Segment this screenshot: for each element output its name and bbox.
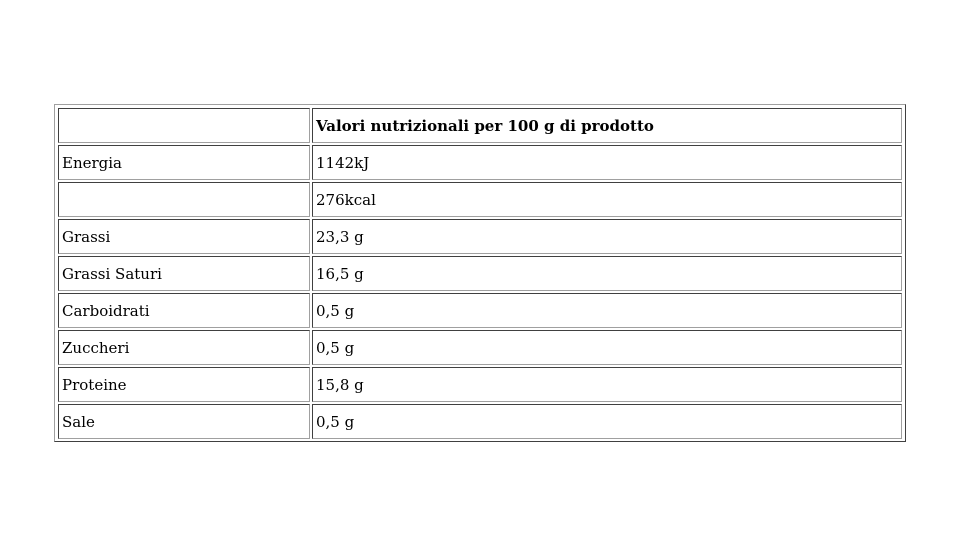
nutrient-value: 16,5 g: [312, 256, 902, 291]
table-row: [58, 219, 902, 254]
table-row: [58, 404, 902, 439]
nutrient-value: 23,3 g: [312, 219, 902, 254]
nutrient-value: 1142kJ: [312, 145, 902, 180]
nutrient-label: Zuccheri: [58, 330, 310, 365]
table-row: [58, 367, 902, 402]
header-title-cell: Valori nutrizionali per 100 g di prodotto: [312, 108, 902, 143]
table-row: [58, 293, 902, 328]
nutrient-value: 0,5 g: [312, 293, 902, 328]
nutrient-label: [58, 182, 310, 217]
table-row: [58, 330, 902, 365]
table-row: [58, 145, 902, 180]
nutrient-label: Grassi Saturi: [58, 256, 310, 291]
nutrient-value: 0,5 g: [312, 404, 902, 439]
nutrient-label: Energia: [58, 145, 310, 180]
table-row: [58, 182, 902, 217]
table-row: [58, 256, 902, 291]
header-label-cell: [58, 108, 310, 143]
nutrient-value: 0,5 g: [312, 330, 902, 365]
nutrient-label: Grassi: [58, 219, 310, 254]
nutrient-value: 276kcal: [312, 182, 902, 217]
nutrient-value: 15,8 g: [312, 367, 902, 402]
nutrient-label: Sale: [58, 404, 310, 439]
table-header-row: [58, 108, 902, 143]
nutrient-label: Carboidrati: [58, 293, 310, 328]
nutrition-table: [54, 104, 906, 442]
nutrient-label: Proteine: [58, 367, 310, 402]
nutrition-table-grid: [56, 106, 904, 441]
